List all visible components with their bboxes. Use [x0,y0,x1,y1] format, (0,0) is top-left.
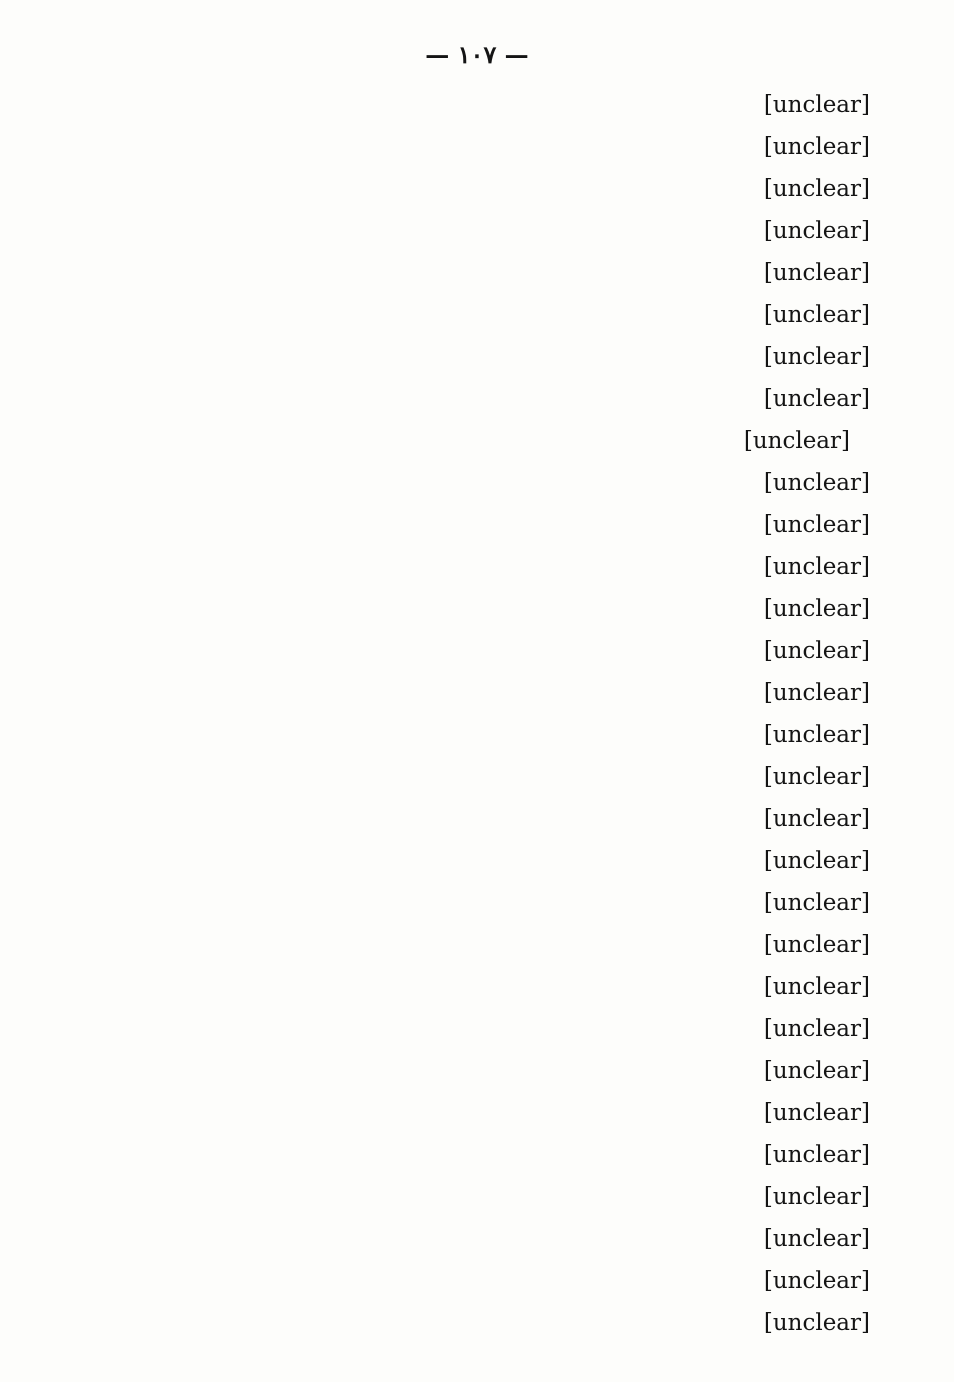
text-line-27: [unclear] [763,1184,870,1210]
text-line-13: [unclear] [763,596,870,622]
page-number: — ١٠٧ — [425,40,529,69]
body-text [140,84,870,1344]
text-line-1: [unclear] [763,92,870,118]
text-line-26: [unclear] [763,1142,870,1168]
text-line-22: [unclear] [763,974,870,1000]
text-line-16: [unclear] [763,722,870,748]
text-line-28: [unclear] [763,1226,870,1252]
text-line-2: [unclear] [763,134,870,160]
text-line-12: [unclear] [763,554,870,580]
text-line-21: [unclear] [763,932,870,958]
text-line-10: [unclear] [763,470,870,496]
text-line-23: [unclear] [763,1016,870,1042]
text-line-17: [unclear] [763,764,870,790]
text-line-19: [unclear] [763,848,870,874]
text-line-11: [unclear] [763,512,870,538]
text-line-6: [unclear] [763,302,870,328]
text-line-15: [unclear] [763,680,870,706]
text-line-7: [unclear] [763,344,870,370]
text-line-30: [unclear] [763,1310,870,1336]
text-line-4: [unclear] [763,218,870,244]
text-line-25: [unclear] [763,1100,870,1126]
text-line-9: [unclear] [743,428,850,454]
text-line-14: [unclear] [763,638,870,664]
text-line-8: [unclear] [763,386,870,412]
text-line-18: [unclear] [763,806,870,832]
text-line-3: [unclear] [763,176,870,202]
text-line-5: [unclear] [763,260,870,286]
text-line-24: [unclear] [763,1058,870,1084]
text-line-20: [unclear] [763,890,870,916]
text-line-29: [unclear] [763,1268,870,1294]
